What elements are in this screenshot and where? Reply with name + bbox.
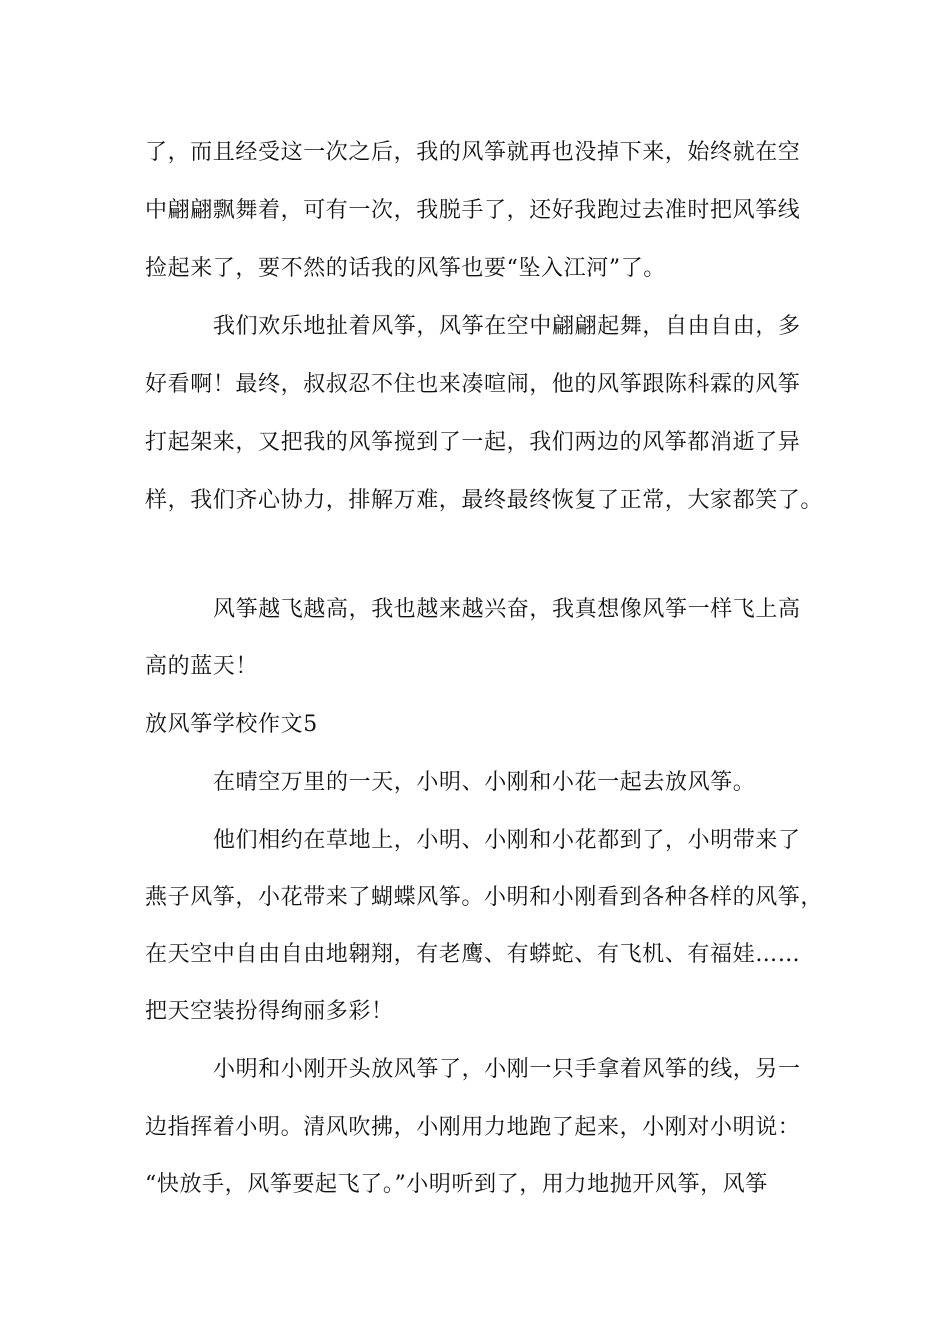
paragraph-line: “快放手，风筝要起飞了。”小明听到了，用力地抛开风筝，风筝 bbox=[145, 1172, 768, 1197]
paragraph-line: 他们相约在草地上，小明、小刚和小花都到了，小明带来了 bbox=[213, 828, 801, 853]
paragraph-line: 小明和小刚开头放风筝了，小刚一只手拿着风筝的线，另一 bbox=[213, 1057, 801, 1082]
paragraph-line: 燕子风筝，小花带来了蝴蝶风筝。小明和小刚看到各种各样的风筝， bbox=[145, 885, 824, 910]
paragraph-line: 把天空装扮得绚丽多彩！ bbox=[145, 999, 394, 1024]
paragraph-line: 在天空中自由自由地翱翔，有老鹰、有蟒蛇、有飞机、有福娃…… bbox=[145, 942, 801, 967]
paragraph-line: 在晴空万里的一天，小明、小刚和小花一起去放风筝。 bbox=[213, 770, 756, 795]
paragraph-line: 捡起来了，要不然的话我的风筝也要“坠入江河”了。 bbox=[145, 256, 666, 281]
paragraph-line: 边指挥着小明。清风吹拂，小刚用力地跑了起来，小刚对小明说： bbox=[145, 1115, 801, 1140]
paragraph-line: 了，而且经受这一次之后，我的风筝就再也没掉下来，始终就在空 bbox=[145, 140, 801, 165]
paragraph-line: 样，我们齐心协力，排解万难，最终最终恢复了正常，大家都笑了。 bbox=[145, 488, 824, 513]
paragraph-line: 风筝越飞越高，我也越来越兴奋，我真想像风筝一样飞上高 bbox=[213, 597, 801, 622]
paragraph-line: 我们欢乐地扯着风筝，风筝在空中翩翩起舞，自由自由，多 bbox=[213, 314, 801, 339]
paragraph-line: 高的蓝天！ bbox=[145, 654, 259, 679]
paragraph-line: 好看啊！最终，叔叔忍不住也来凑喧闹，他的风筝跟陈科霖的风筝 bbox=[145, 372, 801, 397]
paragraph-line: 打起架来，又把我的风筝搅到了一起，我们两边的风筝都消逝了异 bbox=[145, 430, 801, 455]
section-title: 放风筝学校作文5 bbox=[145, 712, 318, 737]
paragraph-line: 中翩翩飘舞着，可有一次，我脱手了，还好我跑过去准时把风筝线 bbox=[145, 198, 801, 223]
